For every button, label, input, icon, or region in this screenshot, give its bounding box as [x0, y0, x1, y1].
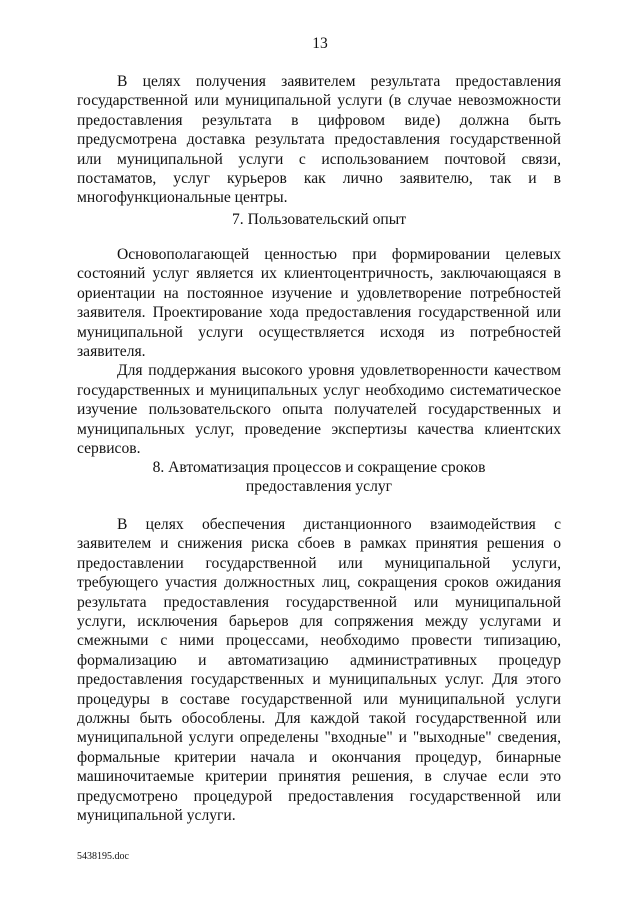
section-7-heading: 7. Пользовательский опыт	[231, 211, 407, 228]
section-8-body	[77, 515, 561, 826]
page-number: 13	[312, 35, 328, 52]
section-7-paragraph-1: Основополагающей ценностью при формировании целевых состояний услуг является их клиентоцентричность, заключающаяся в ориентации на постоянное изучение и удовлетворение потребностей заявителя. Проектирование хода предоставления государственной или муниципальной услуги осуществляется исходя из потребностей заявителя.	[77, 246, 561, 361]
intro-section	[77, 72, 561, 208]
document-code: 5438195.doc	[77, 851, 129, 862]
section-8-paragraph: В целях обеспечения дистанционного взаимодействия с заявителем и снижения риска сбоев в рамках принятия решения о предоставлении государственной или муниципальной услуги, требующего участия должностных лиц, сокращения сроков ожидания результата предоставления государственной или муниципальной услуги, исключения барьеров для сопряжения между услугами и смежными с ними процессами, необходимо провести типизацию, формализацию и автоматизацию административных процедур предоставления государственных и муниципальных услуг. Для этого процедуры в составе государственной или муниципальной услуги должны быть обособлены. Для каждой такой государственной или муниципальной услуги определены "входные" и "выходные" сведения, формальные критерии начала и окончания процедур, бинарные машиночитаемые критерии принятия решения, в случае если это предусмотрено процедурой предоставления государственной или муниципальной услуги.	[77, 516, 561, 825]
section-7-paragraph-2: Для поддержания высокого уровня удовлетворенности качеством государственных и муниципальных услуг необходимо систематическое изучение пользовательского опыта получателей государственных и муниципальных услуг, проведение экспертизы качества клиентских сервисов.	[77, 362, 561, 458]
section-7-body	[77, 245, 561, 458]
section-8-heading-line-2: предоставления услуг	[245, 478, 393, 496]
section-8-heading-line-1: 8. Автоматизация процессов и сокращение сроков	[152, 459, 486, 476]
intro-paragraph: В целях получения заявителем результата предоставления государственной или муниципальной услуги (в случае невозможности предоставления результата в цифровом виде) должна быть предусмотрена доставка результата предоставления государственной или муниципальной услуги с использованием почтовой связи, постаматов, услуг курьеров как лично заявителю, так и в многофункциональные центры.	[77, 73, 561, 207]
section-7	[77, 210, 561, 229]
section-8	[77, 458, 561, 497]
